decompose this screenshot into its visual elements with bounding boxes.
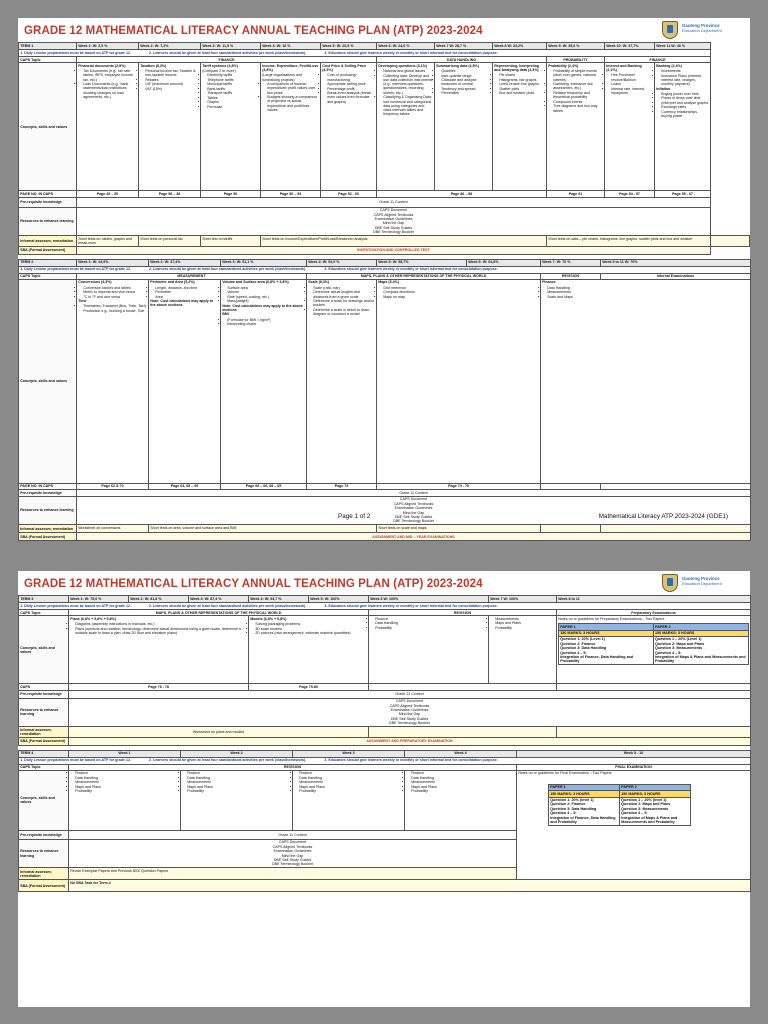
informal-row: Informal assessm; remediation Short tests on: tables, graphs and break-even Short tests on personal tax Short test on tariffs Short tests on Income/Expenditure/Profit/Loss/Breakeven analysis Short tests on data – pie charts, histograms, line graphs, scatter plots and box and whisker xyxy=(19,236,750,247)
guidance-banner: 1. Daily Lesson preparations must be based on ATP for grade 12. 2. Learners should be given at least four standardised activities per week (class/homework). 3. Educators should give learners weekly or monthly or short informal test for consolidation purpose. xyxy=(19,266,751,273)
page-number: Page 1 of 2 xyxy=(338,513,371,520)
topic-financial-documents: Financial documents (2,8%) • Tax Documents (e.g., tax rate tables, IRP5, employee income tax, etc.) • Loan Documents (e.g., bank statements/loan institutions showing changes on loan agreements, etc.) xyxy=(77,63,139,191)
paper-grid: PAPER 1 PAPER 2 150 MARKS: 3 HOURS 150 MARKS: 3 HOURS Question 1: 20% (Level 1) Question 2: Finance Question 3: Data Handling Question 4 – 5: Integration of Finance, Data Handling and Probability Question 1 – 20% (Level 1) Question 2: Maps and Plans Question 3: Measurements Question 4 – 5: Integration of Maps & Plans and Measurements and Probability xyxy=(558,623,749,665)
topic-developing-questions: Developing questions (3,1%) • National and global issues • Collecting data: Develop and use data collection instruments (e.g., interview questions, questionnaires, recording sheets, etc.) • Classifying & Organising Data: sort numerical and categorical data using categories and class intervals tallies and frequency tables xyxy=(377,63,435,191)
week-cell: Week 2: W: 7,2% xyxy=(139,43,201,50)
concepts-row: Concepts, skills and values Financial documents (2,8%) • Tax Documents (e.g., tax rate tables, IRP5, employee income tax, etc.) • Loan Documents (e.g., bank statements/loan institutions showing changes on loan agreements, etc.) Taxation (8,3%) • Personal income tax, Taxable & non-taxable income, • Rebates • UIF (maximum amount) • VAT (15%) Tariff systems (4,8%) (Compare 2 or more) • Electricity tariffs • Telephone tariffs • Municipal tariffs • Bank tariffs • Transport tariffs • Tables • Graphs • Formulae Income, Expenditure, Profit/Loss (4,8%) (Large organisations and fundraising projects) • A comparison of income/ expenditure/ profit values over two years • Budgets showing a comparison of projected vs actual, expenditure and profit/loss values Cost Price & Selling Price (4,3%) • Cost of producing/ manufacturing • Appropriate selling price • Percentage profit • Break-even analysis (break-even values from formulae and graphs) Developing questions (3,1%) • National and global issues • Collecting data: Develop and use data collection instruments (e.g., interview questions, questionnaires, recording sheets, etc.) • Classifying & Organising Data: sort numerical and categorical data using categories and class intervals tallies and frequency tables Summarising data (4,5%) • Quartiles • Inter-quartile range • Calculate and analyse measures of central • Tendency and spread • Percentiles Representing, Interpreting and Analysing data (4,3%) • Pie charts • Histograms, bar graphs • Line& broken line graphs • Scatter plots • Box and whisker plots Probability (2,4%) • Probability of simple events (dice/ coin games, national lotteries, • Gambling, insurance risk assessment, etc.) • Relative frequency and theoretical probability • Compound events • Tree diagrams and two-way tables Interest and Banking (2,1%) • Hire Purchase/ revolve/Balloon • Loans • Interest rate, interest, repayment Banking (2,4%) • Investments • Insurance Plans (interest, interest rate, charges, monthly payment) Inflation • Buying power over time • Prices of items over time • (Interpret and analyse graphs • Exchange rates • Currency relationships, buying power xyxy=(19,63,750,191)
page-2 xyxy=(18,571,750,1007)
department-logo: Gauteng Province Education Department xyxy=(682,23,722,33)
resources-row: Resources to enhance learning CAPS Document CAPS Aligned Textbooks Examination Guidelines Mind the Gap DBE Self-Study Guides DBE Terminology Booklet xyxy=(19,207,750,235)
guidance-banner: 1. Daily Lesson preparations must be based on ATP for grade 12. 2. Learners should be given at least four standardised activities per week (class/homework). 3. Educators should give learners weekly or monthly or short informal test for consolidation purpose. xyxy=(19,50,750,57)
concepts-row: Concepts, skills and values Conversions (4,3%) • Conversion factors and tables • Metric to imperial and vice versa • °C to °F and vice versa Time • Timetables, Transport (Bus, Train, Taxi), Production e.g., building a house, Tide Perimeter and Area (5,2%) • Length, distance, and time • Perimeter • Area Note: Cost calculations may apply to the above sections Volume and Surface area (6,8% + 4,8%) • Surface area • Volume • Rate (speed, costing, etc.) • Mass(weight) Note: Cost calculations may apply to the above sections BMI • (Formulae for BMI = kg/m²) • Interpreting charts Scale (8,3%) • Scale (ratio, bar) • Determine actual lengths and distances from a given scale • Determine a scale for drawings and/or models • Determine a scale in which to draw diagram or construct a model Maps (5,4%) • Grid reference • Compass directions • Maps no map Finance • Data Handling • Measurements • Scale and Maps xyxy=(19,279,751,483)
sba-row: SBA (Formal Assessment) INVESTIGATION AND CONTROLLED TEST xyxy=(19,246,750,254)
term-1-week-row xyxy=(19,43,750,50)
document-title: GRADE 12 MATHEMATICAL LITERACY ANNUAL TEACHING PLAN (ATP) 2023-2024 xyxy=(24,578,483,590)
topic-summarising-data: Summarising data (4,5%) • Quartiles • Inter-quartile range • Calculate and analyse measures of central • Tendency and spread • Percentiles xyxy=(435,63,493,191)
footer-doc-ref: Mathematical Literacy ATP 2023-2024 (GDE1) xyxy=(598,513,728,520)
term-1-table xyxy=(18,42,750,255)
term-3-table: TERM 3 Week 1: W: 75,0 % Week 2: W: 81,8 % Week 3: W: 87,4 % Week 4: W: 93,7 % Week 5: W: 100% Week 6 W: 100% Week 7 W: 100% Week 8 to 11 1. Daily Lesson preparations must be based on ATP for grade 12. 2. Learners should be given at least four standardised activities per week (class/homework). 3. Educators should give learners weekly or monthly or short informal test for consolidation purpose. CAPS Topic MAPS, PLANS & OTHER REPRESENTATIONS OF THE PHYSICAL WORLD REVISION Preparatory Examinations Concepts, skills and values Plans (6,8% + 5,8% + 5,8%) • Diagrams (assembly instructions in manuals, etc.) • Plans (symbols and notation, terminology, determine actual dimensions using a given scale, determine a suitable scale to draw a plan, draw 2D floor and elevation plans) Models (6,8% + 5,8%) • Solving packaging problems • 3D scale models • 2D pictures (own arrangement, estimate material quantities) • Finance • Data Handling • Probability • Measurements • Maps and Plans • Probability Notes on or guidelines for Preparatory Examinations – Two Papers PAPER 1 PAPER 2 150 MARKS: 3 HOURS 150 MARKS: 3 HOURS Question 1: 20% (Level 1) Question 2: Finance Question 3: Data Handling Question 4 – 5: Integration of Finance, Data Handling and Probability Question 1 – 20% (Level 1) Question 2: Maps and Plans Question 3: Measurements Question 4 – 5: Integration of Maps & Plans and Measurements and Probability CAPS Page 76 - 78 Page 79-80 Pre-requisite knowledge Grade 12 Content Resources to enhance learning CAPS Document CAPS Aligned Textbooks Examination Guidelines Mind the Gap DBE Self-Study Guides DBE Terminology Booklet Informal assessm; remediation Worksheet on plans and models SBA (Formal Assessment) ASSIGNMENT AND PREPARATORY EXAMINATION xyxy=(18,595,751,746)
caps-topic-row: CAPS Topic FINANCE DATA HANDLING PROBABILITY FINANCE xyxy=(19,57,750,63)
topic-representing-data: Representing, Interpreting and Analysing data (4,3%) • Pie charts • Histograms, bar graphs • Line& broken line graphs • Scatter plots • Box and whisker plots xyxy=(493,63,547,191)
prereq-row: Pre-requisite knowledge Grade 11 Content xyxy=(19,197,750,207)
week-cell: Week 4: W: 16 % xyxy=(261,43,321,50)
topic-banking: Banking (2,4%) • Investments • Insurance Plans (interest, interest rate, charges, monthly payment) Inflation • Buying power over time • Prices of items over time • (Interpret and analyse graphs • Exchange rates • Currency relationships, buying power xyxy=(655,63,711,191)
topic-income-expenditure: Income, Expenditure, Profit/Loss (4,8%) (Large organisations and fundraising projects) • A comparison of income/ expenditure/ profit values over two years • Budgets showing a comparison of projected vs actual, expenditure and profit/loss values xyxy=(261,63,321,191)
week-cell: Week 10: W: 37,7% xyxy=(605,43,655,50)
topic-interest-banking: Interest and Banking (2,1%) • Hire Purchase/ revolve/Balloon • Loans • Interest rate, interest, repayment xyxy=(605,63,655,191)
week-cell: Week 11 W: 40 % xyxy=(655,43,711,50)
week-cell: Week 9: W: 35,6 % xyxy=(547,43,605,50)
term-2-table: TERM 2 Week 1: W: 44,9% Week 2: W: 47,4% Week 3: W: 51,1 % Week 4: W: 54,9 % Week 5: W: 58,7% Week 6: W: 64,8% Week 7: W: 70 % Week 9 to 11 W: 70% 1. Daily Lesson preparations must be based on ATP for grade 12. 2. Learners should be given at least four standardised activities per week (class/homework). 3. Educators should give learners weekly or monthly or short informal test for consolidation purpose. CAPS Topic MEASUREMENT MAPS, PLANS & OTHER REPRESENTATIONS OF THE PHYSICAL WORLD REVISION Internal Examinations Concepts, skills and values Conversions (4,3%) • Conversion factors and tables • Metric to imperial and vice versa • °C to °F and vice versa Time • Timetables, Transport (Bus, Train, Taxi), Production e.g., building a house, Tide Perimeter and Area (5,2%) • Length, distance, and time • Perimeter • Area Note: Cost calculations may apply to the above sections Volume and Surface area (6,8% + 4,8%) • Surface area • Volume • Rate (speed, costing, etc.) • Mass(weight) Note: Cost calculations may apply to the above sections BMI • (Formulae for BMI = kg/m²) • Interpreting charts Scale (8,3%) • Scale (ratio, bar) • Determine actual lengths and distances from a given scale • Determine a scale for drawings and/or models • Determine a scale in which to draw diagram or construct a model Maps (5,4%) • Grid reference • Compass directions • Maps no map Finance • Data Handling • Measurements • Scale and Maps PAGE NO. IN CAPS Page 62 & 70 Page 64, 68 – 69 Page 66 – 66, 68 – 69 Page 73 Page 74 - 75 Pre-requisite knowledge Grade 11 Content Resources to enhance learning CAPS Document CAPS Aligned Textbooks Examination Guidelines Mind the Gap DBE Self-Study Guides DBE Terminology Booklet Informal assessm; remediation Worksheet on conversions Short tests on area, volume and surface area and BMI Short tests on scale and maps SBA (Formal Assessment) ASSIGNMENT AND MID – YEAR EXAMINATIONS xyxy=(18,259,751,542)
coat-of-arms-icon xyxy=(662,21,678,39)
week-cell: Week 8 W: 33,2% xyxy=(493,43,547,50)
page-header xyxy=(18,18,750,42)
page-1 xyxy=(18,18,750,539)
week-cell: Week 1: W: 2,9 % xyxy=(77,43,139,50)
topic-probability: Probability (2,4%) • Probability of simple events (dice/ coin games, national lotteries, • Gambling, insurance risk assessment, etc.) • Relative frequency and theoretical probability • Compound events • Tree diagrams and two-way tables xyxy=(547,63,605,191)
topic-cost-price: Cost Price & Selling Price (4,3%) • Cost of producing/ manufacturing • Appropriate selling price • Percentage profit • Break-even analysis (break-even values from formulae and graphs) xyxy=(321,63,377,191)
week-cell: Week 6: W: 24,6 % xyxy=(377,43,435,50)
department-logo: Gauteng Province Education Department xyxy=(682,576,722,586)
term-label: TERM 1 xyxy=(19,43,77,50)
paper-grid: PAPER 1 PAPER 2 150 MARKS: 3 HOURS 150 MARKS: 3 HOURS Question 1: 20% (level 1) Question 2: Finance Question 3: Data Handling Question 4 – 5: Integration of Finance, Data Handling and Probability Question 1 – 20% (level 1) Question 2: Maps and Plans Question 3: Measurements Question 4 – 5: Integration of Maps & Plans and Measurements and Probability xyxy=(548,784,691,826)
topic-tariff-systems: Tariff systems (4,8%) (Compare 2 or more) • Electricity tariffs • Telephone tariffs • Municipal tariffs • Bank tariffs • Transport tariffs • Tables • Graphs • Formulae xyxy=(201,63,261,191)
week-cell: Week 5: W: 20,5 % xyxy=(321,43,377,50)
term-2-week-row: TERM 2 Week 1: W: 44,9% Week 2: W: 47,4% Week 3: W: 51,1 % Week 4: W: 54,9 % Week 5: W: 58,7% Week 6: W: 64,8% Week 7: W: 70 % Week 9 to 11 W: 70% xyxy=(19,259,751,266)
page-header xyxy=(18,571,750,595)
week-cell: Week 3: W: 11,5 % xyxy=(201,43,261,50)
topic-taxation: Taxation (8,3%) • Personal income tax, Taxable & non-taxable income, • Rebates • UIF (maximum amount) • VAT (15%) xyxy=(139,63,201,191)
week-cell: Week 7 W: 28,7 % xyxy=(435,43,493,50)
coat-of-arms-icon xyxy=(662,574,678,592)
page-numbers-row: PAGE NO. IN CAPS Page 49 – 50 Page 58 – 38 Page 50 Page 50 – 53 Page 52 - 53 Page 86 – 88 Page 91 Page 54 - 57 Page 55 - 67 xyxy=(19,191,750,197)
term-4-table: TERM 4 Week 1 Week 2 Week 3 Week 4 Week 5 - 10 1. Daily Lesson preparations must be based on ATP for grade 12. 2. Learners should be given at least four standardised activities per week (class/homework). 3. Educators should give learners weekly or monthly or short informal test for consolidation purpose. CAPS Topic REVISION FINAL EXAMINATION Concepts, skills and values • Finance • Data Handling • Measurements • Maps and Plans • Probability • Finance • Data Handling • Measurements • Maps and Plans • Probability • Finance • Data Handling • Measurements • Maps and Plans • Probability • Finance • Data Handling • Measurements • Maps and Plans • Probability Notes on or guidelines for Final Examination – Two Papers PAPER 1 PAPER 2 150 MARKS: 3 HOURS 150 MARKS: 3 HOURS Question 1: 20% (level 1) Question 2: Finance Question 3: Data Handling Question 4 – 5: Integration of Finance, Data Handling and Probability Question 1 – 20% (level 1) Question 2: Maps and Plans Question 3: Measurements Question 4 – 5: Integration of Maps & Plans and Measurements and Probability Pre-requisite knowledge Grade 11 Content Resources to enhance learning CAPS Document CAPS Aligned Textbooks Examination Guidelines Mind the Gap DBE Self-Study Guides DBE Terminology Booklet Informal assessm; remediation Revise Exemplar Papers and Previous NSC Question Papers SBA (Formal Assessment) No SBA Task for Term 4 xyxy=(18,750,751,893)
page-footer xyxy=(18,512,750,522)
document-title: GRADE 12 MATHEMATICAL LITERACY ANNUAL TEACHING PLAN (ATP) 2023-2024 xyxy=(24,25,483,37)
